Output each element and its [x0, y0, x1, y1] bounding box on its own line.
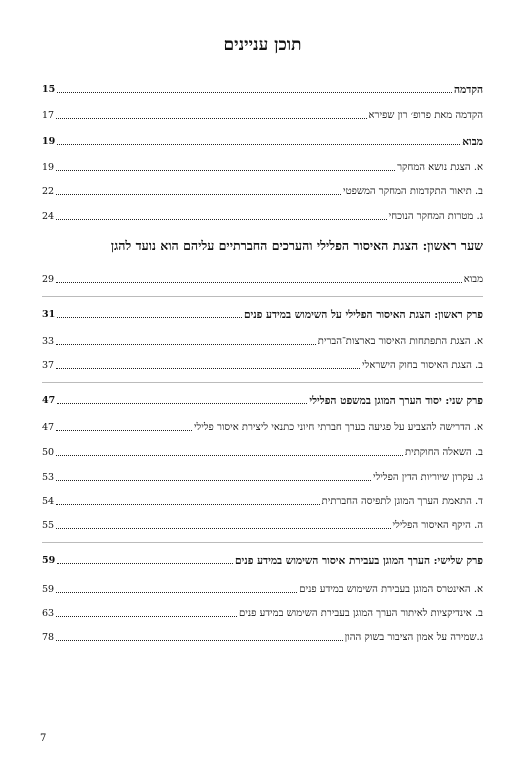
toc-entry[interactable] — [42, 207, 483, 223]
dot-leader — [56, 480, 371, 481]
toc-entry[interactable] — [42, 443, 483, 459]
toc-entry[interactable] — [42, 182, 483, 198]
divider — [42, 542, 483, 543]
toc-entry[interactable] — [42, 492, 483, 508]
toc-entry-chapter-1[interactable] — [42, 305, 483, 321]
dot-leader — [56, 430, 192, 431]
toc-entry-label: ב. השאלה החוקתית — [404, 447, 483, 458]
toc-entry-label: פרק ראשון: הצגת האיסור הפלילי על השימוש במידע פנים — [243, 309, 483, 321]
toc-entry-label: א. הדרישה להצביע על פגיעה בערך חברתי חיוני כתנאי ליצירת איסור פלילי — [193, 422, 483, 433]
dot-leader — [57, 403, 307, 404]
toc-entry-page: 55 — [42, 520, 55, 531]
toc-entry-label: ג. מטרות המחקר הנוכחי — [388, 211, 483, 222]
dot-leader — [57, 563, 233, 564]
toc-entry-page: 31 — [42, 309, 56, 320]
toc-entry[interactable] — [42, 158, 483, 174]
dot-leader — [56, 455, 403, 456]
dot-leader — [56, 368, 360, 369]
toc-entry-page: 59 — [42, 555, 56, 566]
toc-entry-page: 29 — [42, 274, 55, 285]
toc-entry-label: הקדמה מאת פרופ׳ רון שפירא — [368, 110, 483, 121]
toc-entry-page: 19 — [42, 136, 56, 147]
toc-entry-label: פרק שני: יסוד הערך המוגן במשפט הפלילי — [309, 395, 483, 407]
dot-leader — [57, 92, 452, 93]
toc-entry-label: מבוא — [462, 136, 483, 148]
dot-leader — [56, 219, 387, 220]
toc-entry-page: 78 — [42, 632, 55, 643]
toc-entry-chapter-3[interactable] — [42, 551, 483, 567]
toc-entry[interactable] — [42, 580, 483, 596]
section-heading: שער ראשון: הצגת האיסור הפלילי והערכים החברתיים עליהם הוא נועד להגן — [110, 238, 483, 253]
toc-entry[interactable] — [42, 628, 483, 644]
page-title: תוכן עניינים — [223, 35, 302, 55]
toc-entry-page: 22 — [42, 186, 55, 197]
toc-entry-label: פרק שלישי: הערך המוגן בעבירת איסור השימוש במידע פנים — [234, 555, 483, 567]
toc-entry-label: הקדמה — [454, 84, 483, 96]
divider — [42, 382, 483, 383]
toc-entry-page: 17 — [42, 110, 55, 121]
toc-entry[interactable] — [42, 468, 483, 484]
toc-entry-label: ג.שמירה על אמון הציבור בשוק ההון — [344, 632, 483, 643]
toc-entry-page: 15 — [42, 84, 56, 95]
toc-entry-label: ב. הצגת האיסור בחוק הישראלי — [362, 360, 483, 371]
toc-entry[interactable] — [42, 332, 483, 348]
toc-entry-page: 53 — [42, 472, 55, 483]
dot-leader — [57, 317, 242, 318]
toc-entry-page: 50 — [42, 447, 55, 458]
page-number: 7 — [40, 733, 47, 744]
toc-entry-page: 59 — [42, 584, 55, 595]
dot-leader — [56, 592, 297, 593]
toc-entry-intro[interactable] — [42, 80, 483, 96]
toc-entry-label: א. הצגת התפתחות האיסור בארצות־הברית — [317, 336, 483, 347]
toc-entry[interactable] — [42, 418, 483, 434]
dot-leader — [56, 504, 320, 505]
dot-leader — [56, 282, 462, 283]
toc-entry-label: ב. תיאור התקדמות המחקר המשפטי — [342, 186, 483, 197]
toc-entry-page: 37 — [42, 360, 55, 371]
toc-entry-label: ה. היקף האיסור הפלילי — [392, 520, 483, 531]
toc-entry-page: 47 — [42, 422, 55, 433]
toc-entry[interactable] — [42, 516, 483, 532]
toc-entry-label: מבוא — [463, 274, 483, 285]
toc-entry[interactable] — [42, 356, 483, 372]
dot-leader — [57, 144, 460, 145]
toc-entry-foreword[interactable] — [42, 106, 483, 122]
toc-entry-page: 33 — [42, 336, 55, 347]
toc-entry-label: א. האינטרס המוגן בעבירת השימוש במידע פנים — [299, 584, 483, 595]
toc-entry[interactable] — [42, 604, 483, 620]
toc-entry-page: 63 — [42, 608, 55, 619]
dot-leader — [56, 194, 341, 195]
dot-leader — [56, 170, 395, 171]
toc-entry-label: ד. התאמת הערך המוגן לתפיסה החברתית — [321, 496, 483, 507]
divider — [42, 296, 483, 297]
toc-entry-page: 54 — [42, 496, 55, 507]
dot-leader — [56, 344, 316, 345]
toc-entry-page: 19 — [42, 162, 55, 173]
toc-entry[interactable] — [42, 270, 483, 286]
dot-leader — [56, 616, 237, 617]
toc-entry-page: 47 — [42, 395, 56, 406]
toc-entry-page: 24 — [42, 211, 55, 222]
toc-entry-introduction[interactable] — [42, 132, 483, 148]
toc-entry-label: א. הצגת נושא המחקר — [397, 162, 483, 173]
toc-entry-chapter-2[interactable] — [42, 391, 483, 407]
dot-leader — [56, 528, 390, 529]
toc-entry-label: ב. אינדיקציות לאיתור הערך המוגן בעבירת השימוש במידע פנים — [239, 608, 483, 619]
toc-entry-label: ג. עקרון שיוריות הדין הפלילי — [373, 472, 483, 483]
dot-leader — [56, 640, 343, 641]
dot-leader — [56, 118, 366, 119]
